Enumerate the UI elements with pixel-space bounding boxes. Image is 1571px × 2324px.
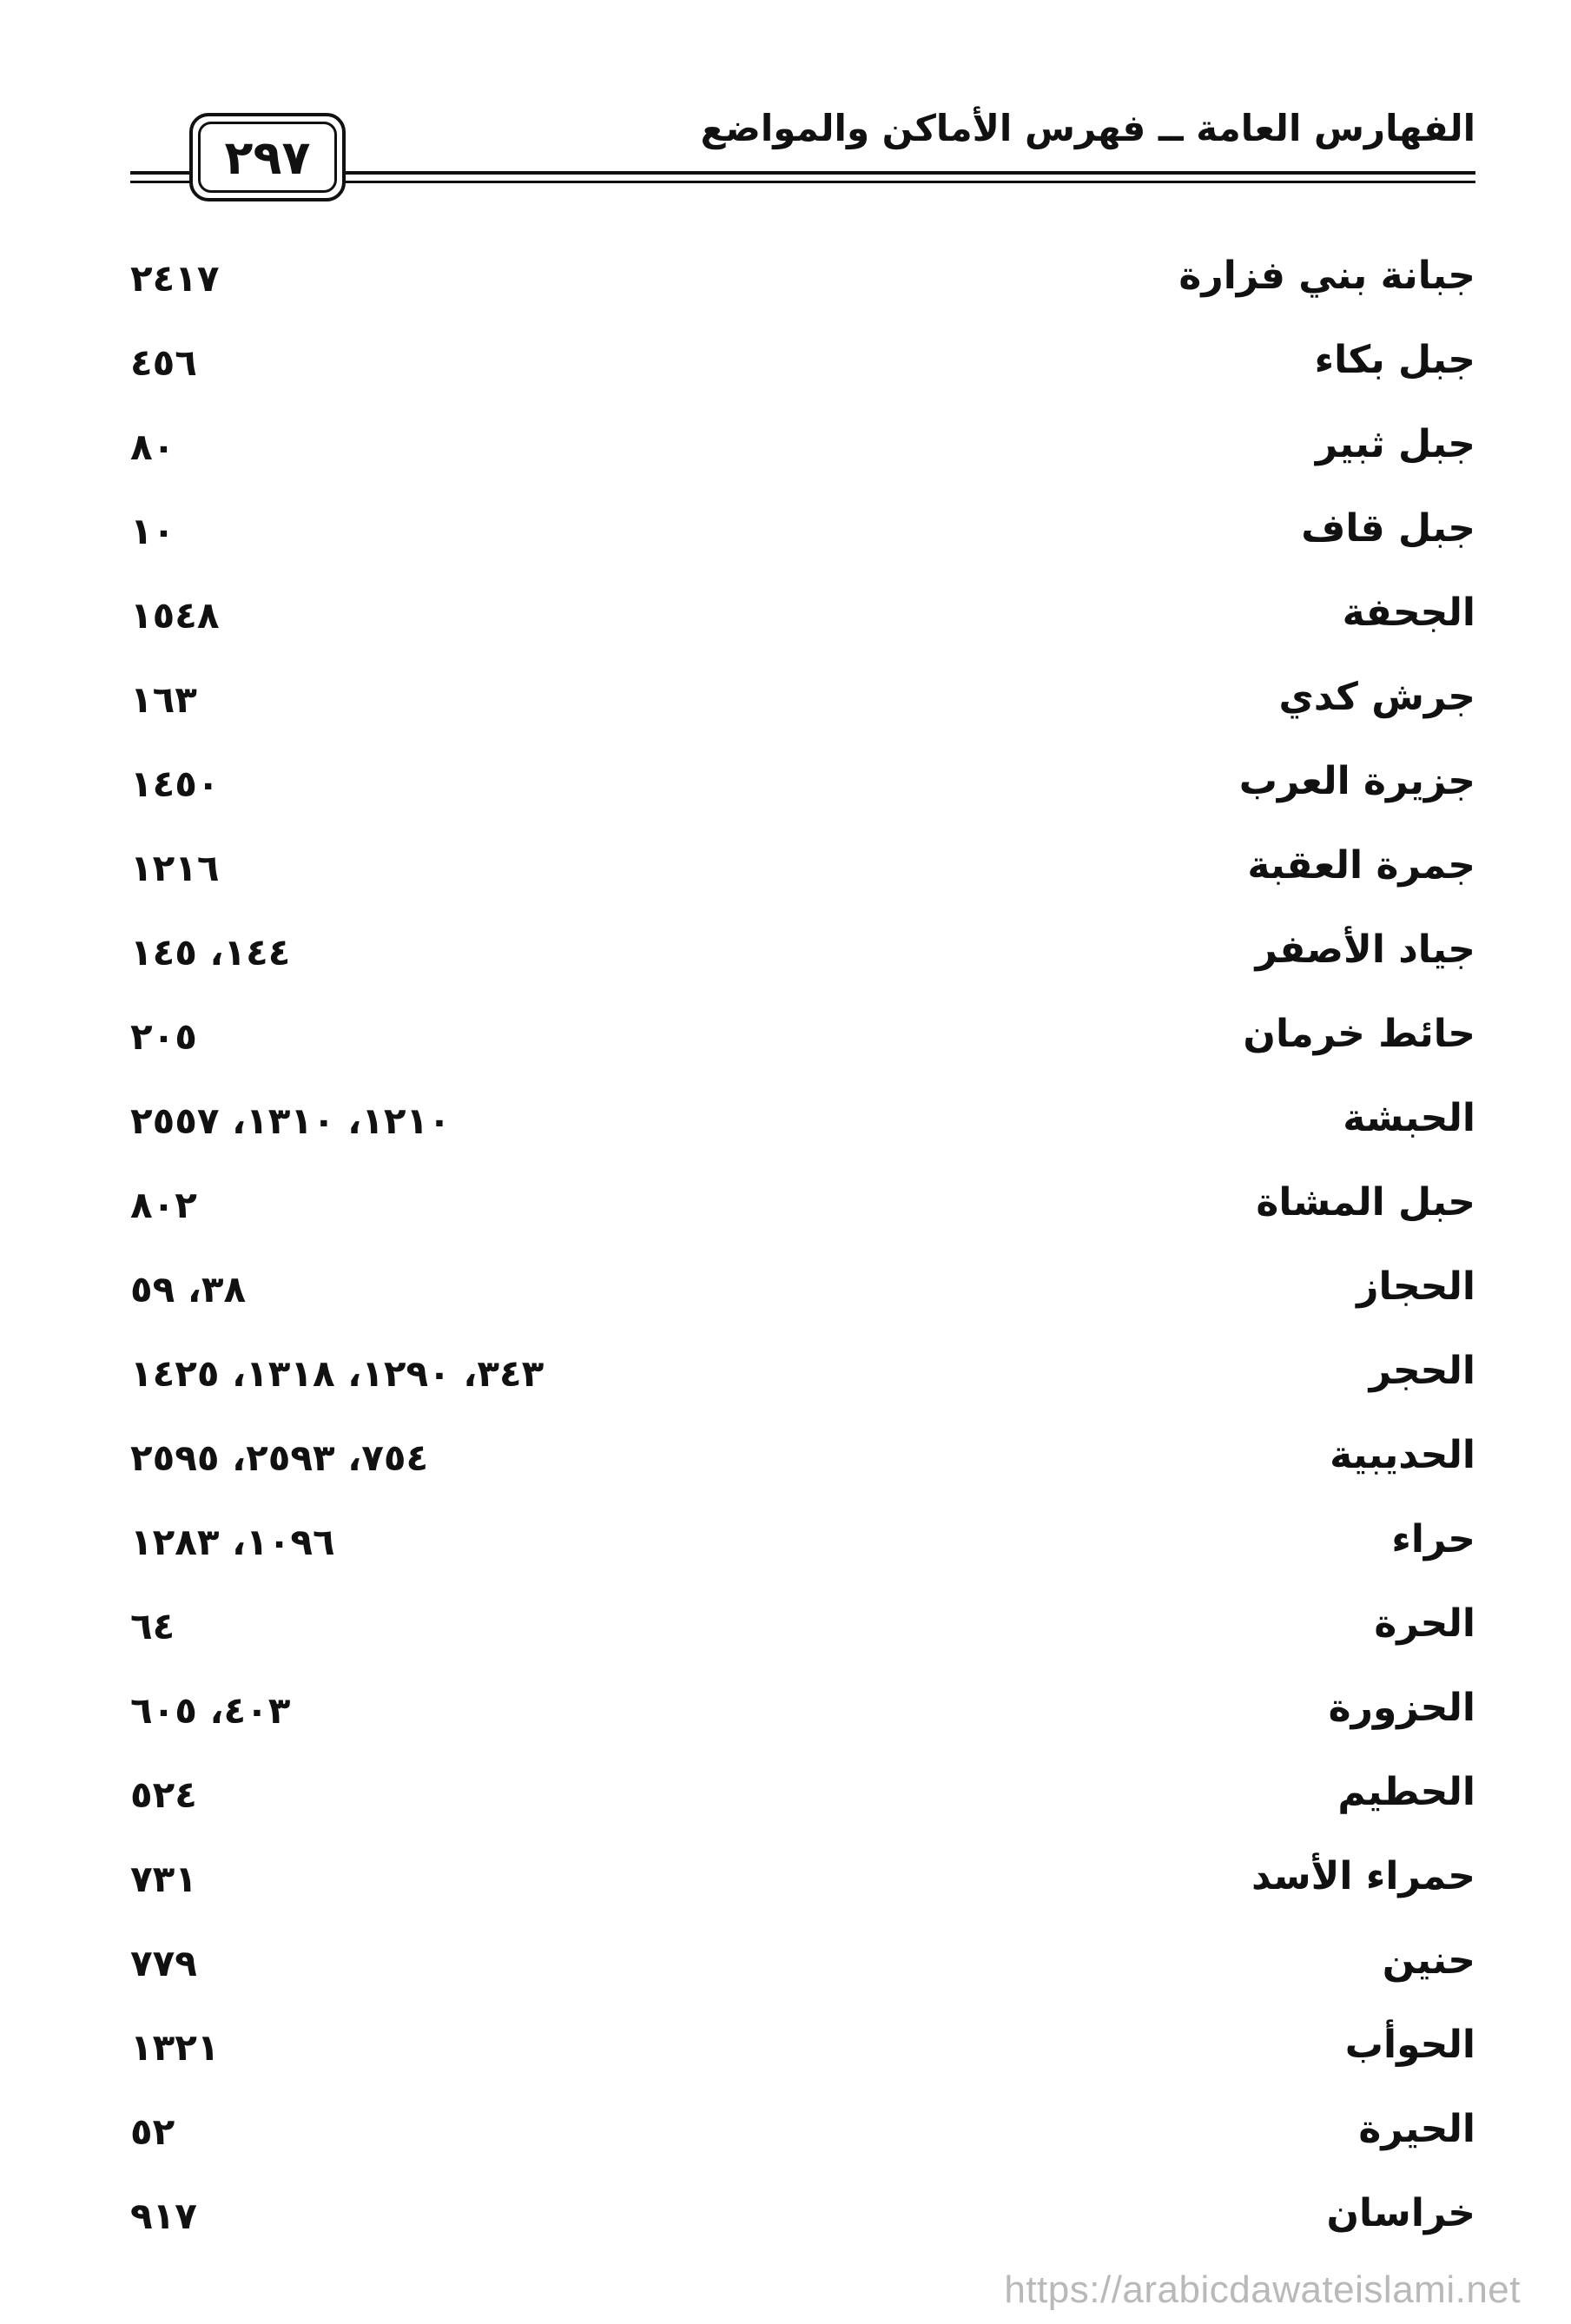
place-name: جبانة بني فزارة bbox=[1178, 254, 1475, 298]
page-references: ٨٠٢ bbox=[130, 1184, 197, 1226]
index-entry bbox=[130, 407, 1475, 492]
index-entry bbox=[130, 1334, 1475, 1418]
page-references: ١٢١٠، ١٣١٠، ٢٥٥٧ bbox=[130, 1099, 451, 1142]
place-name: حنين bbox=[1382, 1938, 1475, 1983]
page-references: ٥٢ bbox=[130, 2110, 175, 2153]
index-entry bbox=[130, 744, 1475, 829]
place-name: جزيرة العرب bbox=[1238, 759, 1475, 803]
page-references: ٥٢٤ bbox=[130, 1773, 197, 1816]
place-name: جبل بكاء bbox=[1314, 338, 1475, 382]
place-name: الحيرة bbox=[1358, 2107, 1475, 2151]
page-references: ٢٤١٧ bbox=[130, 257, 220, 300]
place-name: حراء bbox=[1391, 1517, 1475, 1561]
place-name: الحبشة bbox=[1343, 1096, 1475, 1140]
page-references: ٩١٧ bbox=[130, 2195, 197, 2237]
page-number-frame bbox=[189, 113, 346, 201]
place-name: حائط خرمان bbox=[1243, 1012, 1475, 1056]
page-references: ٦٤ bbox=[130, 1605, 175, 1647]
index-entry bbox=[130, 913, 1475, 997]
place-name: الحجاز bbox=[1356, 1264, 1475, 1309]
index-entry bbox=[130, 1755, 1475, 1839]
page-header bbox=[130, 104, 1475, 208]
place-name: الحديبية bbox=[1330, 1433, 1475, 1477]
index-entry bbox=[130, 2092, 1475, 2176]
page-references: ١٠٩٦، ١٢٨٣ bbox=[130, 1521, 335, 1563]
page-references: ٢٠٥ bbox=[130, 1015, 197, 1058]
place-name: الحرة bbox=[1374, 1601, 1475, 1646]
page-references: ٧٣١ bbox=[130, 1858, 197, 1900]
page-references: ٨٠ bbox=[130, 426, 175, 468]
index-entry bbox=[130, 2008, 1475, 2092]
index-entry bbox=[130, 1418, 1475, 1502]
index-entry bbox=[130, 1081, 1475, 1165]
page-references: ٧٧٩ bbox=[130, 1942, 197, 1984]
page-references: ٣٨، ٥٩ bbox=[130, 1268, 247, 1311]
index-entry bbox=[130, 660, 1475, 744]
index-entry bbox=[130, 1165, 1475, 1250]
page-references: ٣٤٣، ١٢٩٠، ١٣١٨، ١٤٢٥ bbox=[130, 1352, 545, 1395]
place-name: حبل المشاة bbox=[1256, 1180, 1475, 1225]
index-entry bbox=[130, 997, 1475, 1081]
page-references: ١٠ bbox=[130, 510, 175, 552]
index-entry bbox=[130, 492, 1475, 576]
place-name: الحوأب bbox=[1344, 2023, 1475, 2067]
watermark-url: https://arabicdawateislami.net bbox=[1004, 2268, 1521, 2311]
place-name: جبل قاف bbox=[1301, 506, 1475, 551]
index-entry bbox=[130, 1924, 1475, 2008]
place-name: الجحفة bbox=[1342, 591, 1475, 635]
index-entry bbox=[130, 1839, 1475, 1924]
index-entry bbox=[130, 323, 1475, 407]
place-name: الحطيم bbox=[1337, 1770, 1475, 1814]
index-entry bbox=[130, 576, 1475, 660]
page-references: ١٦٣ bbox=[130, 678, 197, 721]
place-name: حمراء الأسد bbox=[1251, 1854, 1475, 1898]
place-name: جمرة العقبة bbox=[1247, 843, 1475, 888]
index-entry bbox=[130, 1502, 1475, 1587]
page-references: ١٥٤٨ bbox=[130, 594, 220, 637]
page-references: ١٣٢١ bbox=[130, 2026, 220, 2069]
page-references: ١٤٥٠ bbox=[130, 763, 220, 805]
page-references: ٧٥٤، ٢٥٩٣، ٢٥٩٥ bbox=[130, 1436, 429, 1479]
page-references: ٤٠٣، ٦٠٥ bbox=[130, 1689, 291, 1732]
page-references: ١٤٤، ١٤٥ bbox=[130, 931, 291, 974]
index-entry bbox=[130, 1587, 1475, 1671]
index-entry bbox=[130, 829, 1475, 913]
place-name: خراسان bbox=[1326, 2191, 1475, 2235]
place-name: جرش كدي bbox=[1278, 675, 1475, 719]
index-entry bbox=[130, 1250, 1475, 1334]
place-name: الحزورة bbox=[1328, 1686, 1475, 1730]
page-references: ٤٥٦ bbox=[130, 341, 197, 384]
page-number: ٢٩٧ bbox=[198, 122, 337, 193]
page-references: ١٢١٦ bbox=[130, 847, 220, 889]
index-entry bbox=[130, 1671, 1475, 1755]
place-name: جياد الأصفر bbox=[1255, 928, 1475, 972]
running-head-title: الفهارس العامة ــ فهرس الأماكن والمواضع bbox=[700, 107, 1475, 149]
place-name: جبل ثبير bbox=[1315, 422, 1475, 466]
index-entry bbox=[130, 2176, 1475, 2261]
places-index-list bbox=[130, 239, 1475, 2261]
index-entry bbox=[130, 239, 1475, 323]
place-name: الحجر bbox=[1369, 1349, 1475, 1393]
